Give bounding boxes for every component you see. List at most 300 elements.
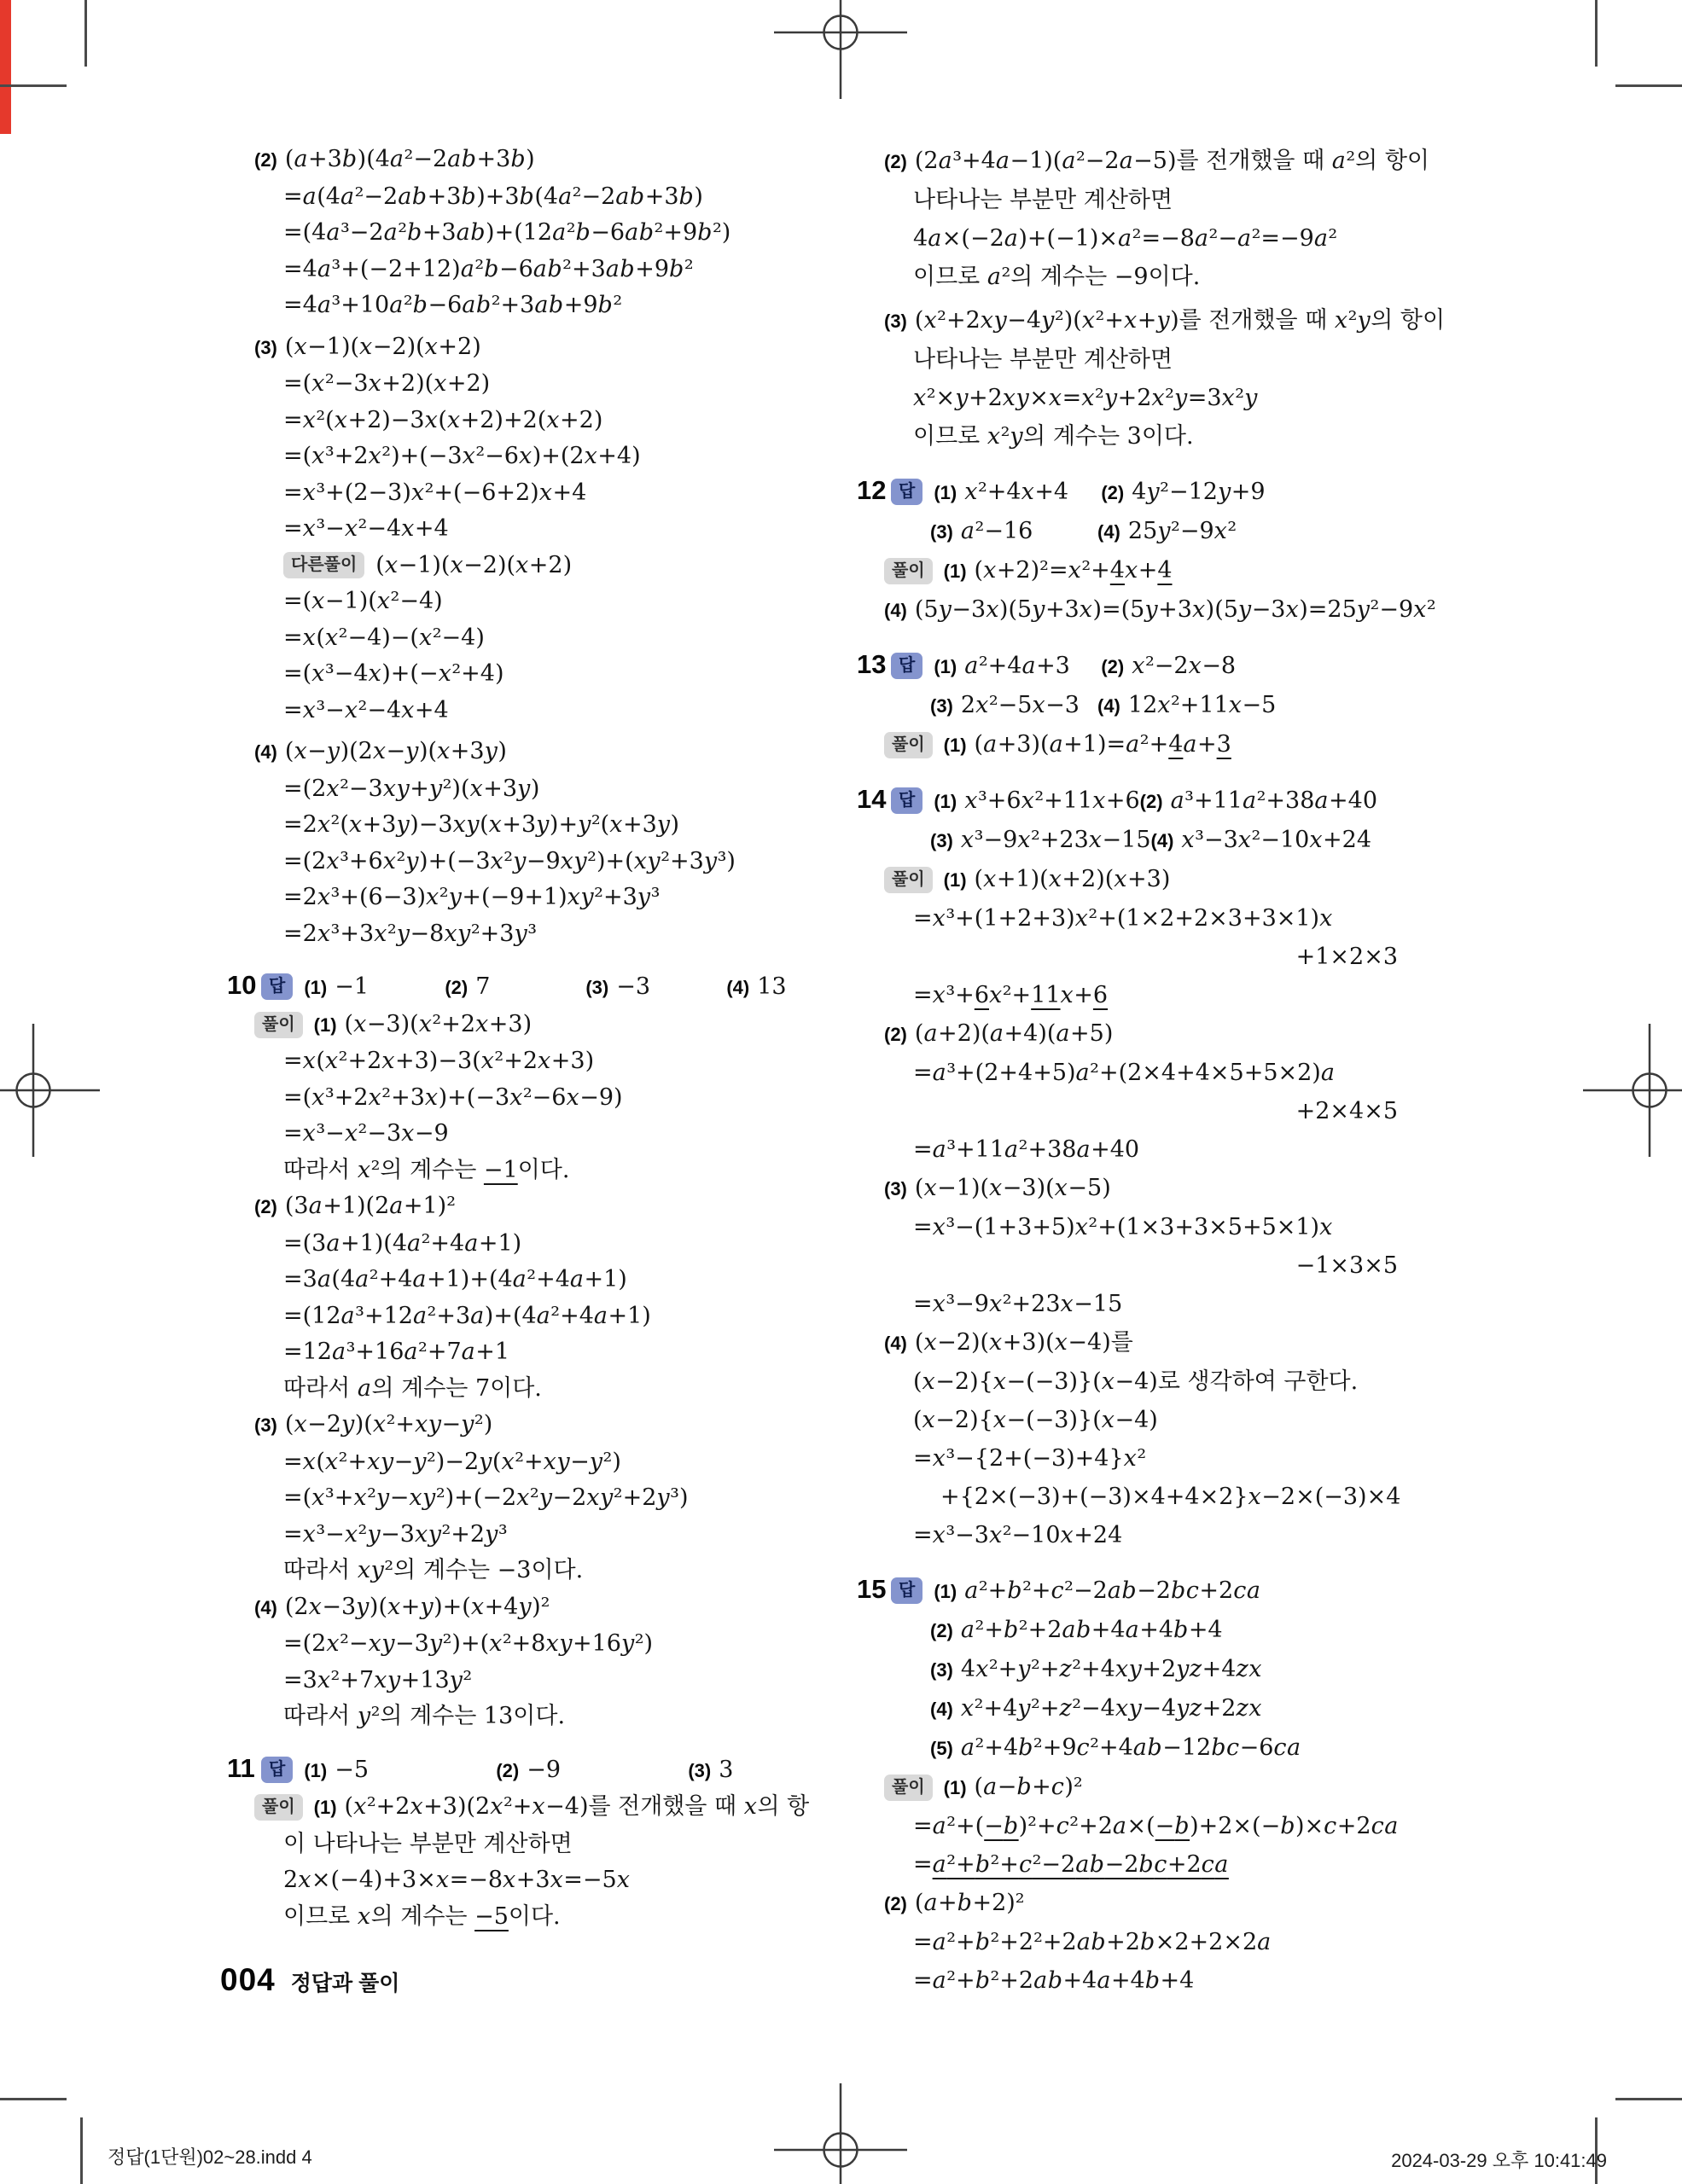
- print-file-name: 정답(1단원)02~28.indd 4: [108, 2146, 312, 2168]
- math-line: [215, 1626, 778, 1663]
- math-text: =(x³+2x²)+(−3x²−6x)+(2x+4): [283, 443, 641, 469]
- answer-part: [934, 1571, 1260, 1611]
- answer-part-label: (2): [1139, 791, 1163, 812]
- solution-badge: 풀이: [884, 867, 933, 893]
- math-text: =(x³+x²y−xy²)+(−2x²y−2xy²+2y³): [283, 1484, 689, 1511]
- math-text: =2x³+(6−3)x²y+(−9+1)xy²+3y³: [283, 884, 661, 910]
- math-line: [215, 1188, 778, 1226]
- math-text: =x³−x²−4x+4: [283, 696, 449, 723]
- answer-part-value: x³−3x²−10x+24: [1181, 827, 1372, 853]
- math-line: [845, 1285, 1476, 1323]
- math-line: [215, 1444, 778, 1481]
- math-text: =(12a³+12a²+3a)+(4a²+4a+1): [283, 1302, 651, 1329]
- problem-number: 11: [227, 1752, 255, 1783]
- answer-badge: 답: [891, 479, 922, 505]
- answer-parts: [930, 821, 1371, 860]
- alt-solution-badge: 다른풀이: [283, 552, 364, 578]
- answer-part-value: a³+11a²+38a+40: [1170, 787, 1377, 814]
- math-line: [215, 1298, 778, 1335]
- math-line: [845, 686, 1476, 725]
- math-text: =x(x²+xy−y²)−2y(x²+xy−y²): [283, 1448, 621, 1475]
- math-text: =(2x³+6x²y)+(−3x²y−9xy²)+(xy²+3y³): [283, 847, 736, 874]
- answer-part: [1097, 512, 1265, 551]
- crop-mark-top-right-v: [1595, 0, 1598, 67]
- answer-part-value: 12x²+11x−5: [1127, 692, 1277, 718]
- math-line: [215, 1371, 778, 1408]
- item-label: (2): [884, 1024, 907, 1045]
- math-text: 나타나는 부분만 계산하면: [913, 346, 1173, 373]
- math-text: =(2x²−3xy+y²)(x+3y): [283, 775, 540, 802]
- math-text: =x³+(1+2+3)x²+(1×2+2×3+3×1)x: [913, 905, 1333, 932]
- solution-line: [845, 860, 1476, 899]
- answer-part: [1151, 821, 1372, 860]
- solution-badge: 풀이: [884, 732, 933, 758]
- solution-badge: 풀이: [884, 558, 933, 584]
- math-line: [215, 475, 778, 512]
- math-line: [215, 1553, 778, 1589]
- math-line: [215, 1334, 778, 1371]
- math-line: [845, 1650, 1476, 1689]
- registration-mark-bottom-center: [774, 2083, 907, 2184]
- answer-part-label: (1): [934, 656, 957, 677]
- answer-badge: 답: [891, 1577, 922, 1604]
- math-text: 이 나타나는 부분만 계산하면: [283, 1830, 573, 1857]
- solution-line: [215, 1007, 778, 1044]
- answer-parts: [934, 1571, 1260, 1611]
- item-label: (2): [254, 1196, 277, 1217]
- math-text: 나타나는 부분만 계산하면: [913, 187, 1173, 213]
- answer-part-value: x³+6x²+11x+6: [964, 787, 1140, 814]
- math-text: (x+1)(x+2)(x+3): [974, 866, 1171, 892]
- answer-part-label: (4): [1097, 521, 1120, 543]
- item-label: (4): [884, 600, 907, 621]
- solution-line: [215, 1789, 810, 1827]
- math-text: =4a³+10a²b−6ab²+3ab+9b²: [283, 292, 623, 318]
- answer-part: [934, 473, 1101, 512]
- math-text: =x³+(2−3)x²+(−6+2)x+4: [283, 479, 587, 506]
- answer-badge: 답: [891, 653, 922, 679]
- answer-part-label: (4): [1097, 695, 1120, 717]
- item-label: (3): [884, 311, 907, 332]
- problem-number: 12: [857, 475, 887, 505]
- math-text: (x²+2x+3)(2x²+x−4)를 전개했을 때 x의 항: [344, 1793, 810, 1820]
- math-line: [845, 821, 1476, 860]
- answer-part-label: (3): [930, 521, 953, 543]
- math-line: [215, 1226, 778, 1263]
- answer-part-label: (2): [1101, 656, 1125, 677]
- math-text: =(3a+1)(4a²+4a+1): [283, 1229, 522, 1257]
- bleed-color-strip: [0, 0, 11, 134]
- answer-parts: [930, 512, 1265, 551]
- math-line: [215, 179, 778, 216]
- problem-row: [845, 1570, 1476, 1611]
- page-number: 004: [220, 1962, 276, 1997]
- answer-parts: [934, 781, 1377, 821]
- math-text: 4a×(−2a)+(−1)×a²=−8a²−a²=−9a²: [913, 225, 1338, 252]
- math-line: [215, 693, 778, 729]
- solution-badge: 풀이: [254, 1794, 303, 1821]
- math-line: [845, 142, 1476, 181]
- math-line: [215, 1153, 778, 1189]
- math-line: [845, 1689, 1476, 1728]
- math-text: (x−y)(2x−y)(x+3y): [284, 738, 507, 764]
- crop-mark-top-left-v: [84, 0, 87, 67]
- item-label: (2): [884, 1893, 907, 1914]
- math-text: −1×3×5: [1295, 1252, 1398, 1279]
- math-line: [215, 1663, 778, 1699]
- math-line: [845, 590, 1476, 630]
- answer-part-label: (3): [930, 695, 953, 717]
- math-line: [215, 252, 778, 288]
- math-line: [215, 1043, 778, 1080]
- math-line: [845, 1923, 1476, 1961]
- math-text: (x−2){x−(−3)}(x−4)로 생각하여 구한다.: [913, 1368, 1359, 1395]
- page-footer: [220, 1962, 399, 1998]
- math-line: [845, 1439, 1476, 1478]
- answer-part: [304, 1752, 496, 1790]
- answer-part-label: (1): [304, 977, 328, 998]
- answer-parts: [934, 647, 1268, 686]
- answer-part-label: (2): [445, 977, 469, 998]
- math-text: +2×4×5: [1295, 1098, 1398, 1124]
- item-label: (3): [254, 1414, 277, 1436]
- problem-number: 14: [857, 784, 887, 814]
- math-text: (a+3)(a+1)=a²+4a+3: [974, 731, 1231, 758]
- item-label: (4): [930, 1699, 953, 1720]
- answer-part-label: (2): [1101, 482, 1125, 503]
- math-line: [845, 1130, 1476, 1169]
- math-text: (a+3b)(4a²−2ab+3b): [284, 146, 535, 172]
- crop-mark-top-left-h: [0, 84, 67, 87]
- math-line: [845, 1401, 1476, 1439]
- math-text: =x³−{2+(−3)+4}x²: [913, 1445, 1147, 1472]
- item-label: (4): [254, 741, 277, 763]
- answer-parts: [934, 473, 1268, 512]
- item-label: (3): [254, 336, 277, 358]
- math-text: (x−1)(x−2)(x+2): [284, 333, 481, 360]
- item-label: (4): [884, 1333, 907, 1354]
- math-text: =(2x²−xy−3y²)+(x²+8xy+16y²): [283, 1630, 654, 1657]
- answer-part-label: (1): [934, 791, 957, 812]
- answer-part-label: (3): [688, 1759, 712, 1781]
- math-line: [215, 771, 778, 808]
- answer-part-label: (4): [1150, 830, 1174, 851]
- math-text: +1×2×3: [1295, 944, 1398, 970]
- math-line: [845, 1884, 1476, 1923]
- answer-part: [934, 781, 1139, 821]
- crop-mark-bottom-left-v: [80, 2117, 83, 2184]
- answer-part-value: −5: [335, 1756, 370, 1783]
- math-line: [845, 301, 1476, 340]
- answer-part-label: (3): [585, 977, 609, 998]
- math-line: [845, 340, 1476, 379]
- math-text: (x−1)(x−2)(x+2): [375, 551, 573, 578]
- math-text: (3a+1)(2a+1)²: [284, 1193, 457, 1219]
- answer-part: [930, 686, 1097, 725]
- answer-part-value: 25y²−9x²: [1127, 518, 1237, 544]
- answer-badge: 답: [261, 1757, 293, 1783]
- math-text: =x³−9x²+23x−15: [913, 1291, 1123, 1317]
- item-label: (2): [930, 1620, 953, 1641]
- problem-number: 13: [857, 649, 887, 679]
- math-text: (x+2)²=x²+4x+4: [974, 557, 1173, 584]
- answer-part-label: (3): [930, 830, 953, 851]
- left-column: [215, 142, 810, 1935]
- math-text: (x²+2xy−4y²)(x²+x+y)를 전개했을 때 x²y의 항이: [914, 307, 1446, 334]
- math-text: 따라서 x²의 계수는 −1이다.: [283, 1156, 570, 1183]
- item-label: (4): [254, 1596, 277, 1618]
- math-text: 따라서 a의 계수는 7이다.: [283, 1374, 542, 1402]
- answer-part: [1097, 686, 1276, 725]
- math-text: =x²(x+2)−3x(x+2)+2(x+2): [283, 406, 603, 433]
- math-text: 이므로 x²y의 계수는 3이다.: [913, 423, 1194, 450]
- item-label: (1): [943, 1777, 967, 1798]
- item-label: (5): [930, 1738, 953, 1759]
- math-text: =(x³−4x)+(−x²+4): [283, 660, 504, 687]
- item-label: (1): [313, 1014, 337, 1036]
- answer-part-label: (4): [726, 977, 750, 998]
- crop-mark-bottom-left-h: [0, 2098, 67, 2100]
- answer-parts: [304, 969, 867, 1007]
- math-text: +{2×(−3)+(−3)×4+4×2}x−2×(−3)×4: [940, 1484, 1401, 1510]
- math-text: =x(x²−4)−(x²−4): [283, 624, 485, 651]
- math-text: 따라서 y²의 계수는 13이다.: [283, 1703, 566, 1729]
- math-line: [845, 1728, 1476, 1768]
- registration-mark-right: [1583, 1024, 1682, 1157]
- math-text: 이므로 x의 계수는 −5이다.: [283, 1902, 561, 1930]
- math-line: [215, 142, 778, 179]
- math-text: 따라서 xy²의 계수는 −3이다.: [283, 1557, 584, 1583]
- math-line: [845, 1323, 1476, 1362]
- item-label: (1): [943, 735, 967, 756]
- answer-part-value: a²−16: [960, 518, 1033, 544]
- solution-badge: 풀이: [884, 1774, 933, 1801]
- math-line: [215, 584, 778, 620]
- math-line: [845, 1516, 1476, 1554]
- answer-part-label: (1): [304, 1759, 328, 1781]
- math-line: [845, 938, 1398, 976]
- math-line: [845, 1362, 1476, 1401]
- math-text: =3a(4a²+4a+1)+(4a²+4a+1): [283, 1266, 627, 1292]
- math-line: [215, 1080, 778, 1117]
- math-line: [215, 880, 778, 916]
- answer-part-value: 7: [475, 973, 491, 1000]
- answer-part-value: 3: [719, 1756, 734, 1783]
- math-line: [845, 976, 1476, 1014]
- item-label: (3): [884, 1178, 907, 1199]
- answer-part-value: −3: [616, 973, 651, 1000]
- math-text: =x³−x²y−3xy²+2y³: [283, 1520, 508, 1548]
- math-line: [845, 899, 1476, 938]
- answer-badge: 답: [261, 973, 293, 1000]
- answer-part-label: (1): [934, 482, 957, 503]
- math-line: [215, 620, 778, 657]
- footer-section-title: 정답과 풀이: [290, 1972, 400, 1995]
- math-text: =3x²+7xy+13y²: [283, 1666, 473, 1693]
- math-line: [215, 366, 778, 403]
- math-line: [845, 512, 1476, 551]
- math-line: [215, 656, 778, 693]
- math-line: [215, 1699, 778, 1735]
- registration-mark-left: [0, 1024, 100, 1157]
- registration-mark-top-center: [774, 0, 907, 99]
- math-text: =a²+b²+2ab+4a+4b+4: [913, 1967, 1195, 1994]
- math-line: [215, 511, 778, 548]
- solution-line: [845, 725, 1476, 764]
- solution-line: [845, 1768, 1476, 1807]
- math-text: =x³−(1+3+5)x²+(1×3+3×5+5×1)x: [913, 1214, 1333, 1240]
- answer-part: [445, 969, 585, 1007]
- math-text: =x³−x²−3x−9: [283, 1120, 449, 1147]
- math-line: [845, 1208, 1476, 1246]
- answer-part-value: x³−9x²+23x−15: [960, 827, 1151, 853]
- math-line: [845, 258, 1476, 296]
- math-line: [845, 1054, 1476, 1092]
- answer-part: [1101, 473, 1268, 512]
- math-text: (x−2y)(x²+xy−y²): [284, 1411, 493, 1438]
- math-text: (a+2)(a+4)(a+5): [914, 1020, 1114, 1047]
- math-line: [215, 439, 778, 475]
- math-text: 이므로 a²의 계수는 −9이다.: [913, 264, 1201, 290]
- answer-part: [304, 969, 445, 1007]
- math-text: =a²+b²+2²+2ab+2b×2+2×2a: [913, 1929, 1272, 1955]
- math-line: [845, 379, 1476, 417]
- answer-part-value: a²+4a+3: [964, 653, 1070, 679]
- answer-part: [930, 512, 1097, 551]
- math-text: =x³−3x²−10x+24: [913, 1522, 1123, 1548]
- math-text: =a³+(2+4+5)a²+(2×4+4×5+5×2)a: [913, 1060, 1336, 1086]
- math-line: [845, 1961, 1476, 2000]
- crop-mark-top-right-h: [1615, 84, 1682, 87]
- problem-row: [215, 1751, 778, 1790]
- math-line: [215, 734, 778, 771]
- answer-part: [1140, 781, 1377, 821]
- math-line: [215, 807, 778, 844]
- math-line: [215, 288, 778, 324]
- answer-part-value: 13: [757, 973, 787, 1000]
- math-line: [215, 1407, 778, 1444]
- math-line: [845, 1014, 1476, 1054]
- problem-number: 15: [857, 1574, 887, 1604]
- math-line: [215, 1480, 778, 1517]
- math-text: x²×y+2xy×x=x²y+2x²y=3x²y: [913, 385, 1258, 411]
- math-line: [215, 1899, 778, 1936]
- problem-row: [845, 645, 1476, 686]
- math-line: [845, 1092, 1398, 1130]
- answer-part-label: (1): [934, 1581, 957, 1602]
- math-line: [845, 219, 1476, 258]
- item-label: (1): [943, 561, 967, 582]
- math-text: 4x²+y²+z²+4xy+2yz+4zx: [960, 1656, 1262, 1682]
- answer-part: [934, 647, 1101, 686]
- math-text: =2x²(x+3y)−3xy(x+3y)+y²(x+3y): [283, 811, 680, 838]
- answer-part-value: x²+4x+4: [964, 479, 1069, 505]
- math-line: [845, 1611, 1476, 1650]
- answer-part: [930, 821, 1151, 860]
- math-text: x²+4y²+z²−4xy−4yz+2zx: [960, 1695, 1262, 1722]
- math-text: (x−3)(x²+2x+3): [344, 1010, 533, 1037]
- math-text: =(x−1)(x²−4): [283, 588, 443, 614]
- problem-number: 10: [227, 970, 257, 1000]
- math-line: [215, 1116, 778, 1153]
- math-text: a²+b²+2ab+4a+4b+4: [960, 1617, 1223, 1643]
- answer-part: [1101, 647, 1268, 686]
- math-line: [845, 417, 1476, 456]
- math-line: [215, 403, 778, 439]
- math-line: [845, 1807, 1476, 1845]
- answer-parts: [304, 1752, 880, 1790]
- math-text: =a²+(−b)²+c²+2a×(−b)+2×(−b)×c+2ca: [913, 1813, 1399, 1839]
- math-text: =a³+11a²+38a+40: [913, 1136, 1140, 1163]
- item-label: (3): [930, 1659, 953, 1681]
- math-text: =x³+6x²+11x+6: [913, 982, 1109, 1008]
- math-text: =4a³+(−2+12)a²b−6ab²+3ab+9b²: [283, 255, 694, 282]
- math-text: (2x−3y)(x+y)+(x+4y)²: [284, 1593, 550, 1620]
- item-label: (1): [313, 1797, 337, 1818]
- crop-mark-bottom-right-h: [1615, 2098, 1682, 2100]
- answer-part: [585, 969, 726, 1007]
- math-text: 2x×(−4)+3×x=−8x+3x=−5x: [283, 1867, 631, 1893]
- item-label: (2): [884, 151, 907, 172]
- math-line: [845, 1169, 1476, 1208]
- math-line: [215, 1827, 778, 1863]
- math-line: [845, 1246, 1398, 1285]
- item-label: (2): [254, 149, 277, 171]
- math-text: (x−2){x−(−3)}(x−4): [913, 1407, 1158, 1433]
- answer-part-value: −9: [527, 1756, 562, 1783]
- problem-row: [845, 471, 1476, 512]
- answer-part-label: (2): [496, 1759, 520, 1781]
- math-text: =x(x²+2x+3)−3(x²+2x+3): [283, 1048, 595, 1074]
- math-line: [215, 1589, 778, 1627]
- answer-part-value: x²−2x−8: [1132, 653, 1237, 679]
- math-text: =(x³+2x²+3x)+(−3x²−6x−9): [283, 1083, 623, 1111]
- math-text: =2x³+3x²y−8xy²+3y³: [283, 920, 538, 947]
- math-text: (a−b+c)²: [974, 1774, 1083, 1800]
- math-line: [215, 1262, 778, 1298]
- item-label: (1): [943, 869, 967, 891]
- math-text: (a+b+2)²: [914, 1890, 1025, 1916]
- math-text: (2a³+4a−1)(a²−2a−5)를 전개했을 때 a²의 항이: [914, 148, 1430, 174]
- math-line: [215, 916, 778, 953]
- problem-row: [845, 780, 1476, 821]
- answer-part: [496, 1752, 688, 1790]
- math-text: a²+4b²+9c²+4ab−12bc−6ca: [960, 1734, 1301, 1761]
- answer-parts: [930, 686, 1276, 725]
- math-text: =a²+b²+c²−2ab−2bc+2ca: [913, 1851, 1229, 1878]
- math-line: [215, 215, 778, 252]
- math-line: [845, 181, 1476, 219]
- answer-part-value: a²+b²+c²−2ab−2bc+2ca: [964, 1577, 1261, 1604]
- solution-badge: 풀이: [254, 1012, 303, 1038]
- math-line: [215, 1517, 778, 1554]
- math-line: [215, 1862, 778, 1899]
- alt-solution-line: [215, 548, 778, 584]
- math-text: (x−2)(x+3)(x−4)를: [914, 1329, 1133, 1356]
- math-line: [215, 844, 778, 880]
- answer-badge: 답: [891, 787, 922, 814]
- math-text: =(4a³−2a²b+3ab)+(12a²b−6ab²+9b²): [283, 219, 731, 246]
- math-text: (x−1)(x−3)(x−5): [914, 1175, 1111, 1201]
- math-text: =a(4a²−2ab+3b)+3b(4a²−2ab+3b): [283, 183, 703, 210]
- answer-part-value: −1: [335, 973, 370, 1000]
- math-text: =x³−x²−4x+4: [283, 515, 449, 542]
- math-text: =(x²−3x+2)(x+2): [283, 370, 491, 397]
- solution-line: [845, 551, 1476, 590]
- right-column: [845, 142, 1476, 2000]
- problem-row: [215, 967, 787, 1007]
- math-line: [845, 1478, 1476, 1516]
